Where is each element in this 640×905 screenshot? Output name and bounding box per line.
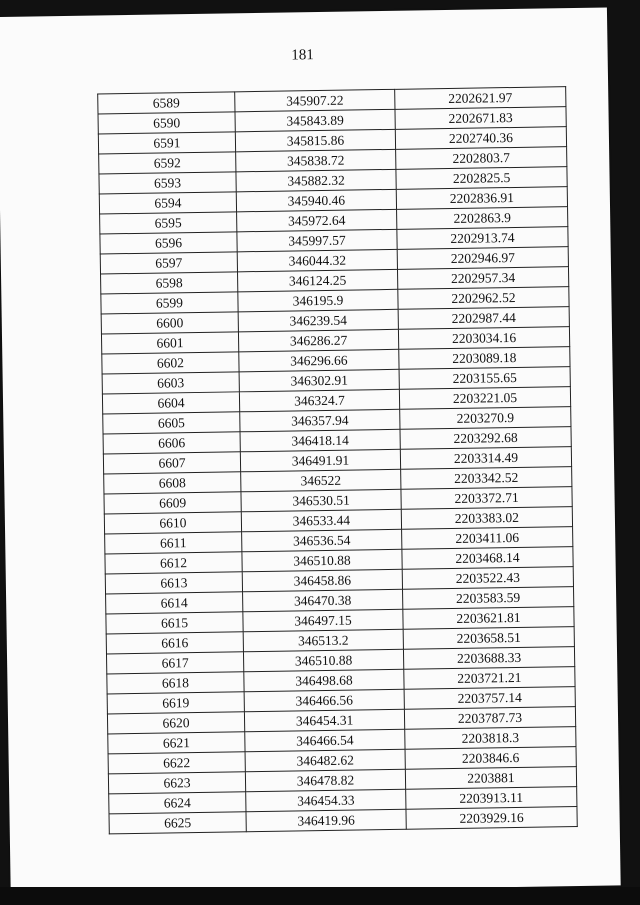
y-coordinate-cell: 2203221.05 [399,387,570,410]
y-coordinate-cell: 2203929.16 [406,807,577,830]
y-coordinate-cell: 2203089.18 [399,347,570,370]
y-coordinate-cell: 2202740.36 [395,127,566,150]
x-coordinate-cell: 346239.54 [238,309,398,332]
point-id-cell: 6616 [106,632,243,654]
point-id-cell: 6591 [98,132,235,154]
y-coordinate-cell: 2202946.97 [397,247,568,270]
point-id-cell: 6621 [108,732,245,754]
y-coordinate-cell: 2203314.49 [400,447,571,470]
table-body [98,87,578,834]
point-id-cell: 6625 [109,812,246,834]
x-coordinate-cell: 345907.22 [235,89,395,112]
point-id-cell: 6622 [108,752,245,774]
x-coordinate-cell: 346296.66 [239,349,399,372]
y-coordinate-cell: 2202836.91 [396,187,567,210]
y-coordinate-cell: 2203342.52 [401,467,572,490]
x-coordinate-cell: 345843.89 [235,109,395,132]
x-coordinate-cell: 346419.96 [246,809,406,832]
point-id-cell: 6620 [107,712,244,734]
y-coordinate-cell: 2203292.68 [400,427,571,450]
point-id-cell: 6589 [98,92,235,114]
y-coordinate-cell: 2202671.83 [395,107,566,130]
point-id-cell: 6592 [99,152,236,174]
point-id-cell: 6605 [103,412,240,434]
x-coordinate-cell: 346536.54 [242,529,402,552]
x-coordinate-cell: 346286.27 [238,329,398,352]
x-coordinate-cell: 346418.14 [240,429,400,452]
point-id-cell: 6595 [100,212,237,234]
point-id-cell: 6615 [106,612,243,634]
y-coordinate-cell: 2203372.71 [401,487,572,510]
y-coordinate-cell: 2203621.81 [403,607,574,630]
point-id-cell: 6610 [104,512,241,534]
y-coordinate-cell: 2203155.65 [399,367,570,390]
x-coordinate-cell: 345972.64 [237,209,397,232]
x-coordinate-cell: 346454.31 [244,709,404,732]
y-coordinate-cell: 2203522.43 [402,567,573,590]
x-coordinate-cell: 346044.32 [237,249,397,272]
x-coordinate-cell: 345997.57 [237,229,397,252]
y-coordinate-cell: 2203468.14 [402,547,573,570]
x-coordinate-cell: 346533.44 [241,509,401,532]
point-id-cell: 6604 [102,392,239,414]
scan-bottom-edge [0,887,640,905]
y-coordinate-cell: 2203913.11 [406,787,577,810]
point-id-cell: 6598 [101,272,238,294]
x-coordinate-cell: 346510.88 [242,549,402,572]
point-id-cell: 6618 [107,672,244,694]
x-coordinate-cell: 345815.86 [235,129,395,152]
x-coordinate-cell: 346510.88 [243,649,403,672]
y-coordinate-cell: 2202957.34 [397,267,568,290]
x-coordinate-cell: 346470.38 [243,589,403,612]
y-coordinate-cell: 2203881 [405,767,576,790]
y-coordinate-cell: 2202962.52 [398,287,569,310]
point-id-cell: 6601 [101,332,238,354]
point-id-cell: 6614 [106,592,243,614]
x-coordinate-cell: 345940.46 [236,189,396,212]
y-coordinate-cell: 2202987.44 [398,307,569,330]
point-id-cell: 6619 [107,692,244,714]
point-id-cell: 6596 [100,232,237,254]
x-coordinate-cell: 346466.56 [244,689,404,712]
x-coordinate-cell: 346513.2 [243,629,403,652]
point-id-cell: 6617 [106,652,243,674]
point-id-cell: 6594 [99,192,236,214]
x-coordinate-cell: 346195.9 [238,289,398,312]
y-coordinate-cell: 2202621.97 [395,87,566,110]
x-coordinate-cell: 346491.91 [240,449,400,472]
x-coordinate-cell: 346530.51 [241,489,401,512]
x-coordinate-cell: 346302.91 [239,369,399,392]
x-coordinate-cell: 345838.72 [236,149,396,172]
y-coordinate-cell: 2202863.9 [397,207,568,230]
y-coordinate-cell: 2202825.5 [396,167,567,190]
point-id-cell: 6602 [102,352,239,374]
point-id-cell: 6613 [105,572,242,594]
point-id-cell: 6599 [101,292,238,314]
point-id-cell: 6609 [104,492,241,514]
y-coordinate-cell: 2203818.3 [405,727,576,750]
point-id-cell: 6590 [98,112,235,134]
x-coordinate-cell: 345882.32 [236,169,396,192]
point-id-cell: 6612 [105,552,242,574]
point-id-cell: 6623 [108,772,245,794]
y-coordinate-cell: 2203383.02 [401,507,572,530]
y-coordinate-cell: 2203658.51 [403,627,574,650]
y-coordinate-cell: 2203721.21 [404,667,575,690]
y-coordinate-cell: 2203034.16 [398,327,569,350]
x-coordinate-cell: 346497.15 [243,609,403,632]
x-coordinate-cell: 346124.25 [238,269,398,292]
x-coordinate-cell: 346466.54 [245,729,405,752]
scanned-page [0,8,621,895]
x-coordinate-cell: 346498.68 [244,669,404,692]
y-coordinate-cell: 2203757.14 [404,687,575,710]
x-coordinate-cell: 346458.86 [242,569,402,592]
point-id-cell: 6593 [99,172,236,194]
point-id-cell: 6607 [103,452,240,474]
point-id-cell: 6600 [101,312,238,334]
y-coordinate-cell: 2202913.74 [397,227,568,250]
y-coordinate-cell: 2203411.06 [402,527,573,550]
y-coordinate-cell: 2203787.73 [404,707,575,730]
x-coordinate-cell: 346482.62 [245,749,405,772]
coordinate-table [97,86,578,834]
point-id-cell: 6597 [100,252,237,274]
point-id-cell: 6606 [103,432,240,454]
y-coordinate-cell: 2203846.6 [405,747,576,770]
x-coordinate-cell: 346324.7 [239,389,399,412]
point-id-cell: 6611 [105,532,242,554]
point-id-cell: 6624 [109,792,246,814]
y-coordinate-cell: 2203688.33 [403,647,574,670]
x-coordinate-cell: 346357.94 [240,409,400,432]
page-number: 181 [291,47,314,64]
x-coordinate-cell: 346478.82 [245,769,405,792]
point-id-cell: 6603 [102,372,239,394]
point-id-cell: 6608 [104,472,241,494]
x-coordinate-cell: 346454.33 [246,789,406,812]
y-coordinate-cell: 2203583.59 [403,587,574,610]
y-coordinate-cell: 2202803.7 [396,147,567,170]
y-coordinate-cell: 2203270.9 [400,407,571,430]
x-coordinate-cell: 346522 [241,469,401,492]
